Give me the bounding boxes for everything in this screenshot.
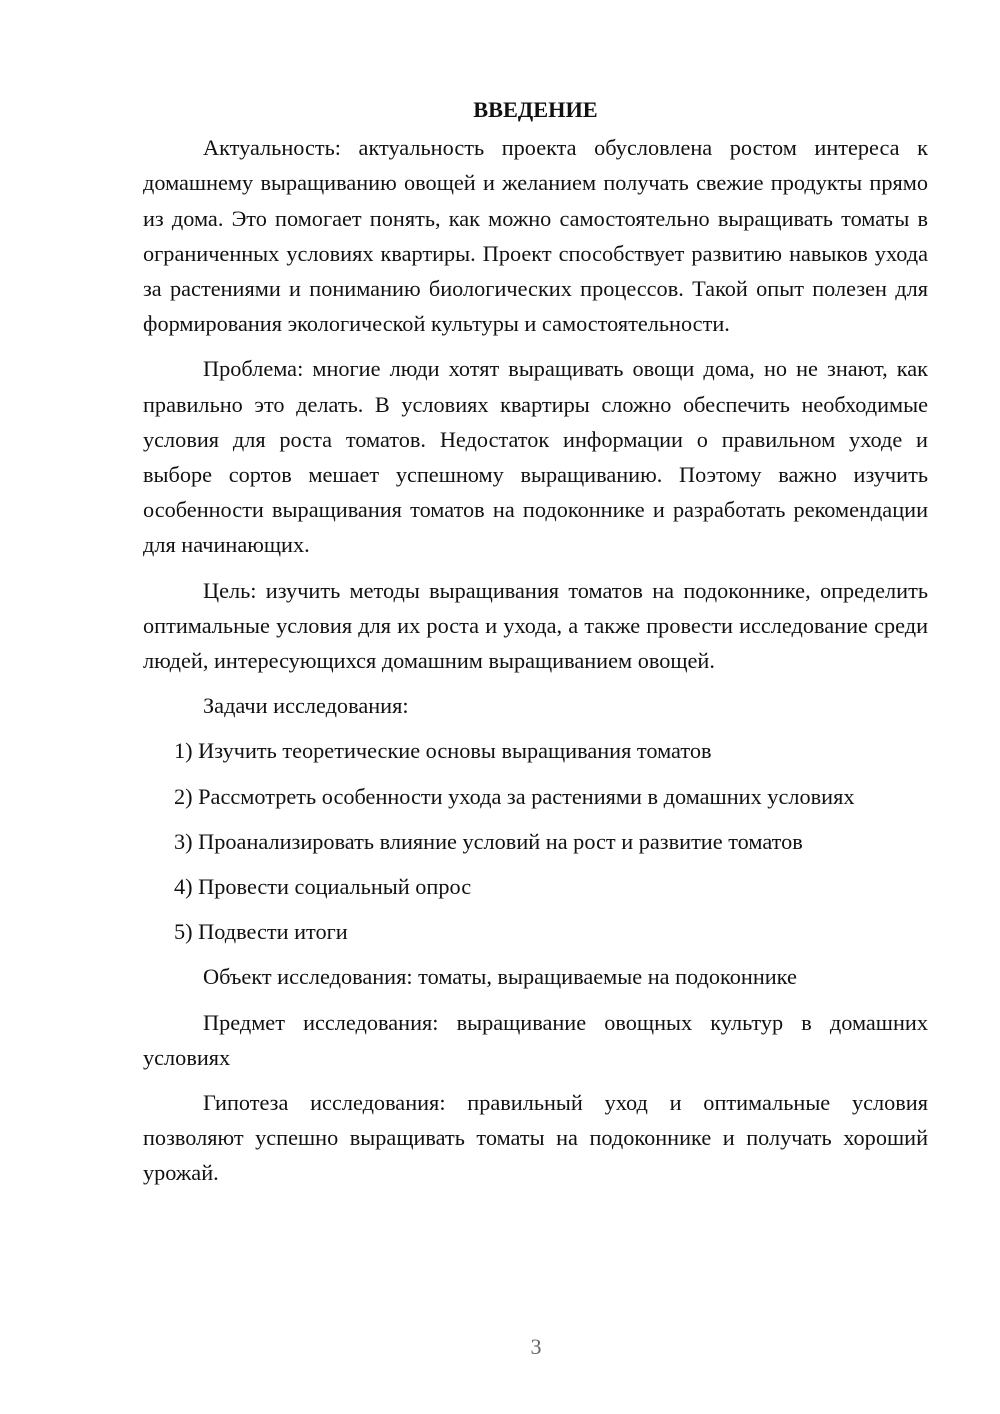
task-item-2: 2) Рассмотреть особенности ухода за растениями в домашних условиях (174, 783, 855, 809)
task-item-5: 5) Подвести итоги (174, 919, 348, 945)
goal-paragraph: Цель: изучить методы выращивания томатов на подоконнике, определить оптимальные условия для их роста и ухода, а также провести исследование среди людей, интересующихся домашним выращиванием овощей. (143, 577, 928, 674)
tasks-heading: Задачи исследования: (203, 693, 409, 719)
hypothesis-paragraph: Гипотеза исследования: правильный уход и оптимальные условия позволяют успешно выращивать томаты на подоконнике и получать хороший урожай. (143, 1090, 928, 1186)
subject-paragraph: Предмет исследования: выращивание овощных культур в домашних условиях (143, 1009, 928, 1070)
task-item-4: 4) Провести социальный опрос (174, 874, 472, 900)
page-title: ВВЕДЕНИЕ (473, 97, 598, 122)
problem-paragraph: Проблема: многие люди хотят выращивать овощи дома, но не знают, как правильно это делать. В условиях квартиры сложно обеспечить необходимые условия для роста томатов. Недостаток информации о правильном уходе и выборе сортов мешает успешному выращиванию. Поэтому важно изучить особенности выращивания томатов на подоконнике и разработать рекомендации для начинающих. (143, 356, 928, 558)
page-number: 3 (530, 1334, 542, 1359)
object-paragraph: Объект исследования: томаты, выращиваемые на подоконнике (203, 964, 797, 990)
page-content (143, 92, 928, 1201)
relevance-paragraph: Актуальность: актуальность проекта обусловлена ростом интереса к домашнему выращиванию овощей и желанием получать свежие продукты прямо из дома. Это помогает понять, как можно самостоятельно выращивать томаты в ограниченных условиях квартиры. Проект способствует развитию навыков ухода за растениями и пониманию биологических процессов. Такой опыт полезен для формирования экологической культуры и самостоятельности. (143, 135, 928, 337)
task-item-1: 1) Изучить теоретические основы выращивания томатов (174, 738, 712, 764)
task-item-3: 3) Проанализировать влияние условий на рост и развитие томатов (174, 828, 803, 854)
